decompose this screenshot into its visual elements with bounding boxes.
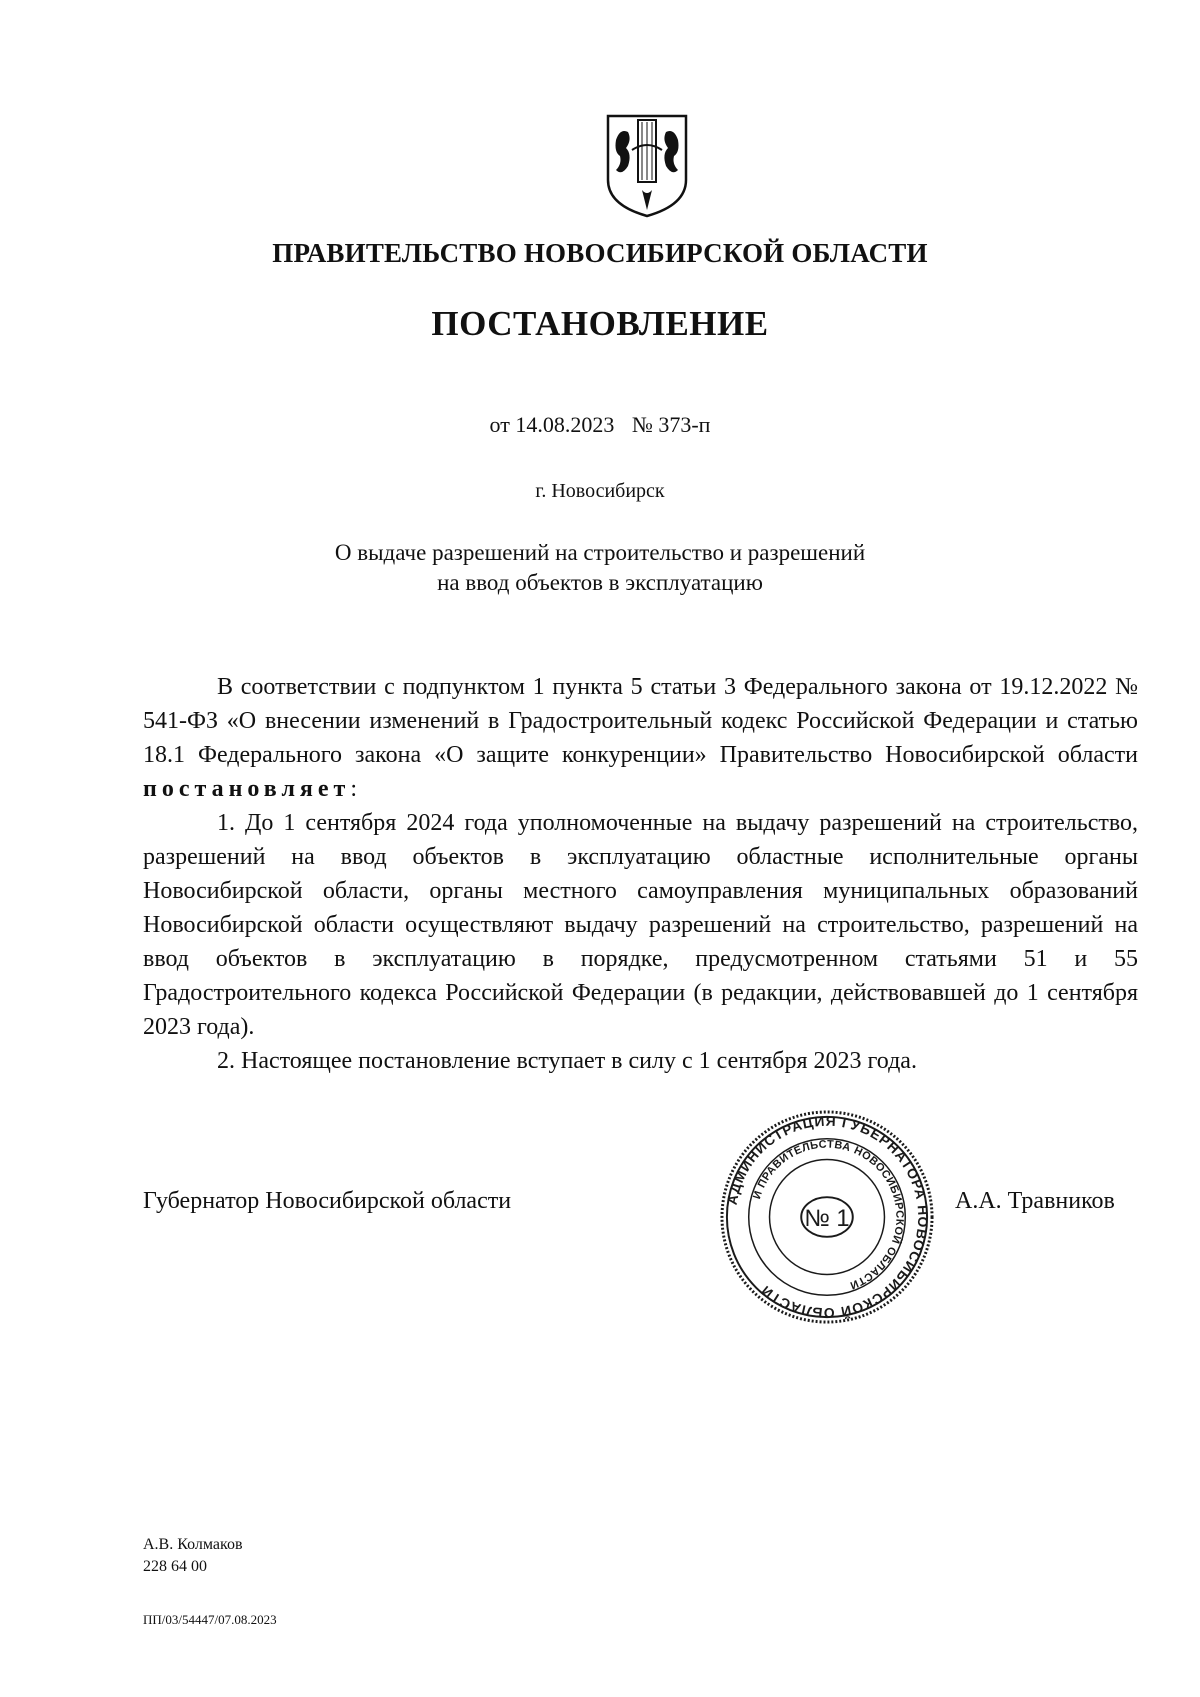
government-title: ПРАВИТЕЛЬСТВО НОВОСИБИРСКОЙ ОБЛАСТИ bbox=[272, 238, 928, 268]
document-type: ПОСТАНОВЛЕНИЕ bbox=[431, 304, 769, 343]
stamp-outer-text: АДМИНИСТРАЦИЯ ГУБЕРНАТОРА НОВОСИБИРСКОЙ ОБЛАСТИ bbox=[723, 1112, 932, 1322]
document-city: г. Новосибирск bbox=[535, 480, 665, 502]
executor-phone: 228 64 00 bbox=[143, 1558, 207, 1575]
signatory-position: Губернатор Новосибирской области bbox=[143, 1188, 512, 1214]
registration-code: ПП/03/54447/07.08.2023 bbox=[143, 1612, 277, 1627]
document-number-line bbox=[0, 412, 1200, 438]
signatory-name: А.А. Травников bbox=[955, 1188, 1115, 1214]
stamp-inner-text: И ПРАВИТЕЛЬСТВА НОВОСИБИРСКОЙ ОБЛАСТИ bbox=[751, 1138, 906, 1292]
document-subject bbox=[0, 538, 1200, 598]
executor-name: А.В. Колмаков bbox=[143, 1536, 243, 1553]
document-number: № 373-п bbox=[631, 412, 711, 437]
subject-line: на ввод объектов в эксплуатацию bbox=[437, 570, 763, 595]
item-1: 1. До 1 сентября 2024 года уполномоченные на выдачу разрешений на строительство, разрешений на ввод объектов в эксплуатацию областные исполнительные органы Новосибирской области, органы местного самоуправления муниципальных образований Новосибирской области осуществляют выдачу разрешений на строительство, разрешений на ввод объектов в эксплуатацию в порядке, предусмотренном статьями 51 и 55 Градостроительного кодекса Российской Федерации (в редакции, действовавшей до 1 сентября 2023 года). bbox=[143, 810, 1138, 1040]
official-stamp bbox=[718, 1108, 936, 1326]
colon: : bbox=[350, 776, 357, 802]
preamble-paragraph bbox=[143, 670, 1138, 806]
preamble-text: В соответствии с подпунктом 1 пункта 5 статьи 3 Федерального закона от 19.12.2022 № 541-ФЗ «О внесении изменений в Градостроительный кодекс Российской Федерации и статью 18.1 Федерального закона «О защите конкуренции» Правительство Новосибирской области bbox=[143, 674, 1138, 768]
coat-of-arms-icon bbox=[602, 110, 692, 220]
document-body bbox=[143, 670, 1138, 1078]
resolves-word: постановляет bbox=[143, 776, 351, 802]
subject-line: О выдаче разрешений на строительство и разрешений bbox=[334, 540, 866, 565]
stamp-number: № 1 bbox=[804, 1204, 850, 1232]
document-date: от 14.08.2023 bbox=[489, 412, 615, 437]
item-2: 2. Настоящее постановление вступает в силу с 1 сентября 2023 года. bbox=[217, 1048, 917, 1074]
